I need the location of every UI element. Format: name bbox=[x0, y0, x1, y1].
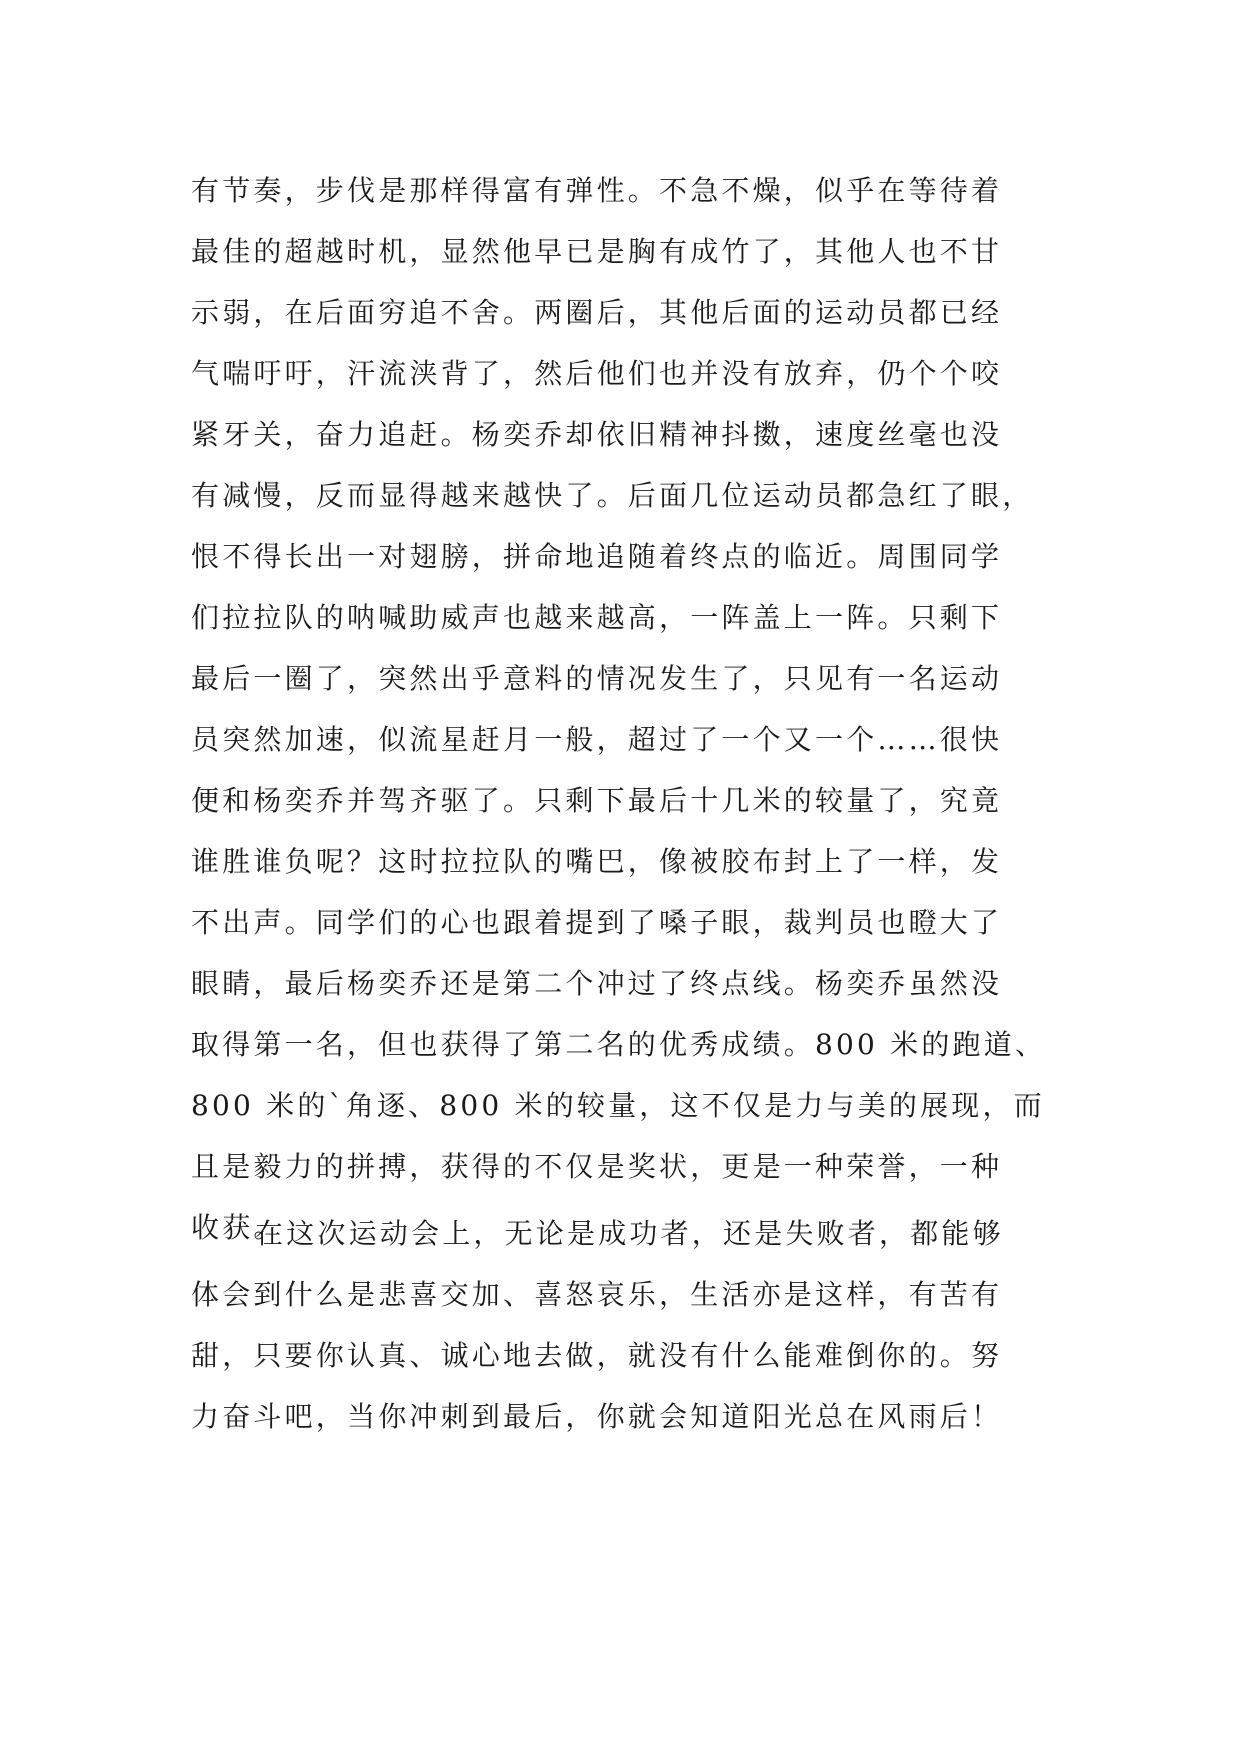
text-line: 便和杨奕乔并驾齐驱了。只剩下最后十几米的较量了，究竟 bbox=[191, 784, 1003, 817]
text-line: 在这次运动会上，无论是成功者，还是失败者，都能够 bbox=[255, 1217, 1004, 1250]
text-line: 最佳的超越时机，显然他早已是胸有成竹了，其他人也不甘 bbox=[191, 235, 1003, 268]
text-line: 眼睛，最后杨奕乔还是第二个冲过了终点线。杨奕乔虽然没 bbox=[191, 967, 1003, 1000]
text-line: 体会到什么是悲喜交加、喜怒哀乐，生活亦是这样，有苦有 bbox=[191, 1278, 1003, 1311]
text-line: 有节奏，步伐是那样得富有弹性。不急不燥，似乎在等待着 bbox=[191, 174, 1003, 207]
text-line: 收获。 bbox=[191, 1211, 285, 1244]
text-line: 示弱，在后面穷追不舍。两圈后，其他后面的运动员都已经 bbox=[191, 296, 1003, 329]
text-line: 力奋斗吧，当你冲刺到最后，你就会知道阳光总在风雨后！ bbox=[191, 1400, 1003, 1433]
text-line: 且是毅力的拼搏，获得的不仅是奖状，更是一种荣誉，一种 bbox=[191, 1150, 1003, 1183]
paragraph-conclusion bbox=[191, 1203, 1071, 1447]
text-line: 恨不得长出一对翅膀，拼命地追随着终点的临近。周围同学 bbox=[191, 540, 1003, 573]
text-line: 员突然加速，似流星赶月一般，超过了一个又一个……很快 bbox=[191, 723, 1003, 756]
text-line: 们拉拉队的呐喊助威声也越来越高，一阵盖上一阵。只剩下 bbox=[191, 601, 1003, 634]
text-line: 紧牙关，奋力追赶。杨奕乔却依旧精神抖擞，速度丝毫也没 bbox=[191, 418, 1003, 451]
text-line: 取得第一名，但也获得了第二名的优秀成绩。800 米的跑道、 bbox=[191, 1028, 1047, 1061]
text-line: 甜，只要你认真、诚心地去做，就没有什么能难倒你的。努 bbox=[191, 1339, 1003, 1372]
text-line: 谁胜谁负呢？这时拉拉队的嘴巴，像被胶布封上了一样，发 bbox=[191, 845, 1003, 878]
text-line: 800 米的`角逐、800 米的较量，这不仅是力与美的展现，而 bbox=[191, 1089, 1045, 1122]
paragraph-race-description bbox=[191, 160, 1071, 1258]
text-line: 有减慢，反而显得越来越快了。后面几位运动员都急红了眼， bbox=[191, 479, 1034, 512]
text-line: 不出声。同学们的心也跟着提到了嗓子眼，裁判员也瞪大了 bbox=[191, 906, 1003, 939]
text-line: 最后一圈了，突然出乎意料的情况发生了，只见有一名运动 bbox=[191, 662, 1003, 695]
text-line: 气喘吁吁，汗流浃背了，然后他们也并没有放弃，仍个个咬 bbox=[191, 357, 1003, 390]
